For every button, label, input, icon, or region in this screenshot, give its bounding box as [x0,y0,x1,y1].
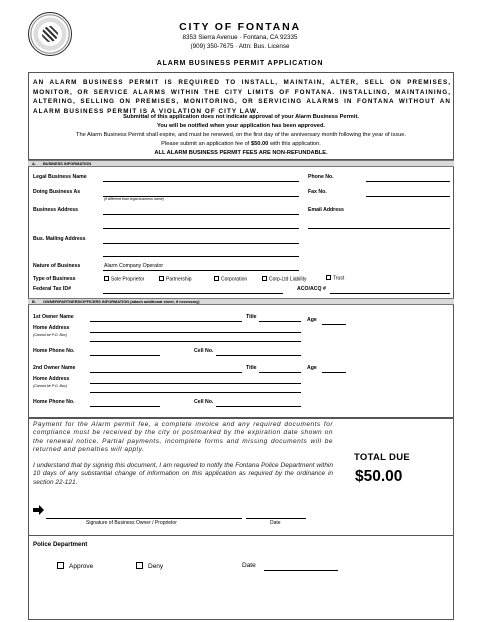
owner1-address-label: Home Address [33,325,70,331]
city-address: 8353 Sierra Avenue · Fontana, CA 92335 [182,34,298,41]
mailing-address-field-2[interactable] [103,256,299,257]
owner2-home-phone-label: Home Phone No. [33,399,75,405]
approve-checkbox[interactable]: Approve [57,562,93,570]
owner2-address-label: Home Address [33,376,70,382]
police-department-box [28,536,454,620]
owner1-cell-field[interactable] [216,355,301,356]
notice-fee: Please submit an application fee of $50.00 with this application. [161,141,321,147]
legal-name-field[interactable] [103,181,299,182]
notice-expiration: The Alarm Business Permit shall expire, and must be renewed, on the first day of the anniversary month following the year of issue. [75,132,407,138]
phone-field[interactable] [366,181,450,182]
owner2-po-note: (Cannot be P.O. Box) [33,384,67,388]
signature-date-caption: Date [270,520,281,526]
phone-label: Phone No. [308,174,334,180]
checkbox-icon [326,275,331,280]
checkbox-icon [214,276,219,281]
dba-note: (if different than legal business name) [104,197,164,201]
owner2-home-phone-field[interactable] [90,406,160,407]
checkbox-icon [262,276,267,281]
form-title: ALARM BUSINESS PERMIT APPLICATION [156,60,324,67]
fax-label: Fax No. [308,189,327,195]
notice-notified: You will be notified when your application has been approved. [156,123,325,129]
checkbox-icon [104,276,109,281]
owner1-name-field[interactable] [90,321,242,322]
business-address-field[interactable] [103,214,299,215]
total-due-label: TOTAL DUE [354,452,411,463]
type-partnership[interactable]: Partnership [159,276,192,283]
nature-label: Nature of Business [33,263,81,269]
owner1-po-note: (Cannot be P.O. Box) [33,333,67,337]
signature-date-field[interactable] [246,518,306,519]
aco-label: ACO/ACQ # [297,286,326,292]
owner2-age-field[interactable] [322,372,346,373]
police-date-field[interactable] [264,570,338,571]
owner2-title-label: Title [246,365,257,371]
tax-id-field[interactable] [103,293,283,294]
owner1-age-field[interactable] [322,324,346,325]
checkbox-icon [136,562,143,569]
type-corporation[interactable]: Corporation [214,276,247,283]
permit-requirement-notice: AN ALARM BUSINESS PERMIT IS REQUIRED TO INSTALL, MAINTAIN, ALTER, SELL ON PREMISES, MONITOR, OR SERVICE ALARMS WITHIN THE CITY LIMITS OF FONTANA. INSTALLING, MAINTAINING, ALTERING, SELLING ON PREMISES, MONITORING, OR SERVICING ALARMS IN FONTANA WITHOUT AN ALARM BUSINESS PERMIT IS A VIOLATION OF CITY LAW. [33,79,451,115]
total-due-amount: $50.00 [355,468,403,485]
nature-value: Alarm Company Operator [104,263,164,269]
owner2-cell-label: Cell No. [194,399,214,405]
owner2-cell-field[interactable] [216,406,301,407]
owner1-title-field[interactable] [259,321,301,322]
email-field[interactable] [308,228,450,229]
aco-field[interactable] [330,293,450,294]
notification-agreement: I understand that by signing this document, I am required to notify the Fontana Police Department within 10 days of any substantial change of information on this application as required by the ordinance in section 22-121. [33,462,333,486]
section-b-header: B. OWNER/PARTNERS/OFFICERS INFORMATION (attach additional sheet, if necessary) [28,298,454,305]
owner2-age-label: Age [307,365,317,371]
owner1-home-phone-field[interactable] [90,355,160,356]
legal-name-label: Legal Business Name [33,174,87,180]
owner1-age-label: Age [307,317,317,323]
owner2-title-field[interactable] [259,372,301,373]
owner2-address-field-2[interactable] [90,392,301,393]
owner2-name-label: 2nd Owner Name [33,365,76,371]
signature-caption: Signature of Business Owner / Proprietor [86,520,177,526]
email-label: Email Address [308,207,344,213]
city-phone: (909) 350-7675 · Attn: Bus. License [190,43,290,50]
owner2-name-field[interactable] [90,372,242,373]
owner1-name-label: 1st Owner Name [33,314,74,320]
nature-field [103,270,299,271]
owner1-home-phone-label: Home Phone No. [33,348,75,354]
owner1-title-label: Title [246,314,257,320]
type-trust[interactable]: Trust [326,275,344,282]
tax-id-label: Federal Tax ID# [33,286,71,292]
fax-field[interactable] [366,196,450,197]
type-label: Type of Business [33,276,76,282]
owner1-cell-label: Cell No. [194,348,214,354]
business-address-label: Business Address [33,207,79,213]
owner2-address-field[interactable] [90,383,301,384]
owner1-address-field-2[interactable] [90,341,301,342]
city-name: CITY OF FONTANA [179,21,301,33]
mailing-address-label: Bus. Mailing Address [33,236,86,242]
notice-non-refundable: ALL ALARM BUSINESS PERMIT FEES ARE NON-REFUNDABLE. [154,150,328,156]
payment-terms: Payment for the Alarm permit fee, a complete invoice and any required documents for compliance must be received by the city or postmarked by the expiration date shown on the renewal notice. Partial payments, incomplete forms and missing documents will be returned and penalties will apply. [33,421,333,454]
notice-approval: Submittal of this application does not indicate approval of your Alarm Business Permit. [123,114,359,120]
owner1-address-field[interactable] [90,332,301,333]
police-date-label: Date [242,562,256,569]
type-sole-proprietor[interactable]: Sole Proprietor [104,276,144,283]
signature-field[interactable] [46,518,242,519]
application-form-box [28,160,454,418]
business-address-field-2[interactable] [103,228,299,229]
sign-here-arrow-icon [33,505,44,515]
police-department-title: Police Department [33,541,88,548]
section-a-header: A. BUSINESS INFORMATION [28,160,454,167]
dba-label: Doing Business As [33,189,81,195]
deny-checkbox[interactable]: Deny [136,562,163,570]
type-corp-ltd-liability[interactable]: Corp-Ltd Liability [262,276,307,283]
mailing-address-field[interactable] [103,243,299,244]
checkbox-icon [57,562,64,569]
notice-fee-amount: $50.00 [250,141,269,147]
checkbox-icon [159,276,164,281]
